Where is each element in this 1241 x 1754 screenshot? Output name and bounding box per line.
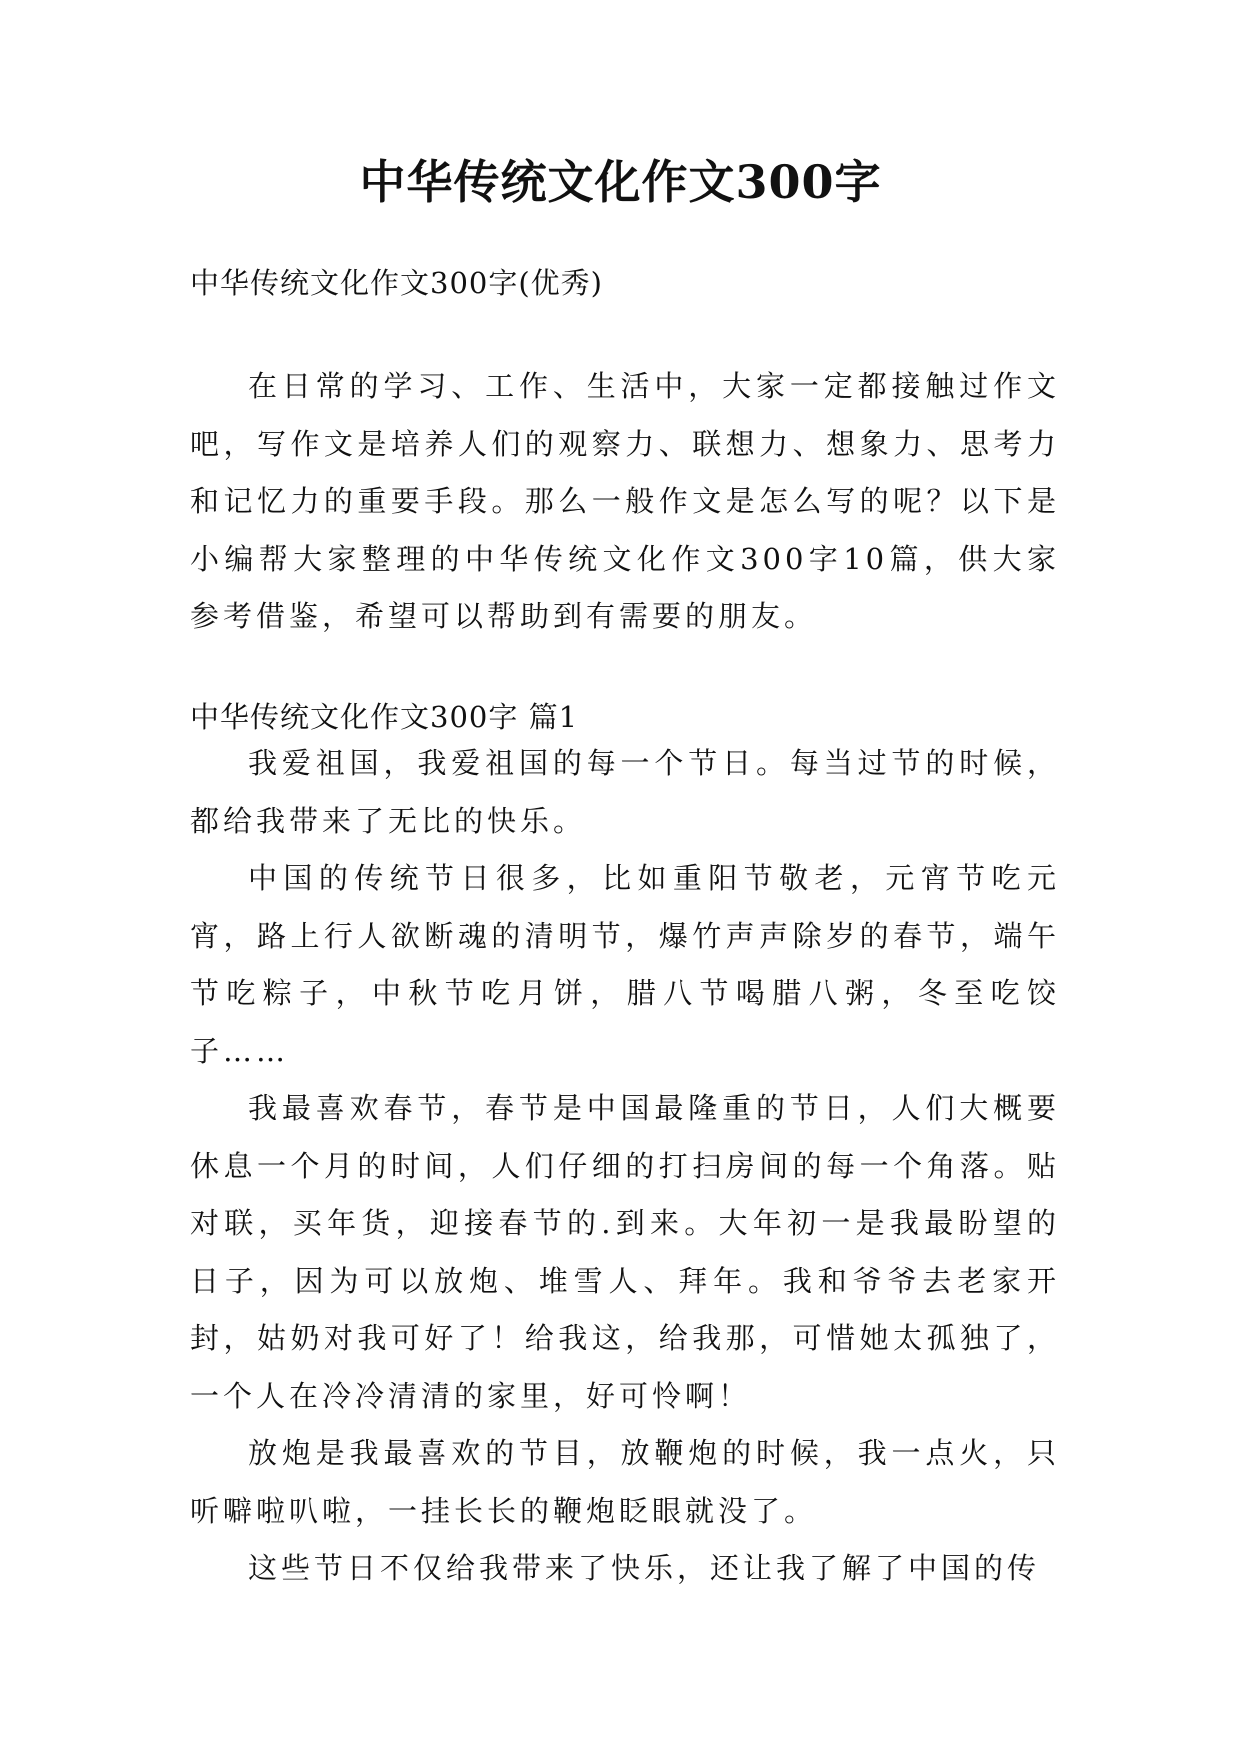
intro-section [190, 358, 1060, 646]
paragraph: 我最喜欢春节，春节是中国最隆重的节日，人们大概要休息一个月的时间，人们仔细的打扫房间的每一个角落。贴对联，买年货，迎接春节的.到来。大年初一是我最盼望的日子，因为可以放炮、堆雪人、拜年。我和爷爷去老家开封，姑奶对我可好了！给我这，给我那，可惜她太孤独了，一个人在冷冷清清的家里，好可怜啊！ [190, 1091, 1060, 1413]
section-heading: 中华传统文化作文300字 篇1 [190, 700, 579, 734]
document-title: 中华传统文化作文300字 [359, 155, 882, 209]
paragraph: 放炮是我最喜欢的节目，放鞭炮的时候，我一点火，只听噼啦叭啦，一挂长长的鞭炮眨眼就没了。 [190, 1436, 1060, 1528]
intro-paragraph: 在日常的学习、工作、生活中，大家一定都接触过作文吧，写作文是培养人们的观察力、联想力、想象力、思考力和记忆力的重要手段。那么一般作文是怎么写的呢？以下是小编帮大家整理的中华传统文化作文300字10篇，供大家参考借鉴，希望可以帮助到有需要的朋友。 [190, 369, 1060, 633]
document-subtitle: 中华传统文化作文300字(优秀) [190, 266, 603, 300]
paragraph: 这些节日不仅给我带来了快乐，还让我了解了中国的传 [248, 1551, 1041, 1585]
paragraph: 我爱祖国，我爱祖国的每一个节日。每当过节的时候，都给我带来了无比的快乐。 [190, 746, 1060, 838]
paragraph: 中国的传统节日很多，比如重阳节敬老，元宵节吃元宵，路上行人欲断魂的清明节，爆竹声声除岁的春节，端午节吃粽子，中秋节吃月饼，腊八节喝腊八粥，冬至吃饺子…… [190, 861, 1060, 1068]
section-body [190, 735, 1060, 1598]
